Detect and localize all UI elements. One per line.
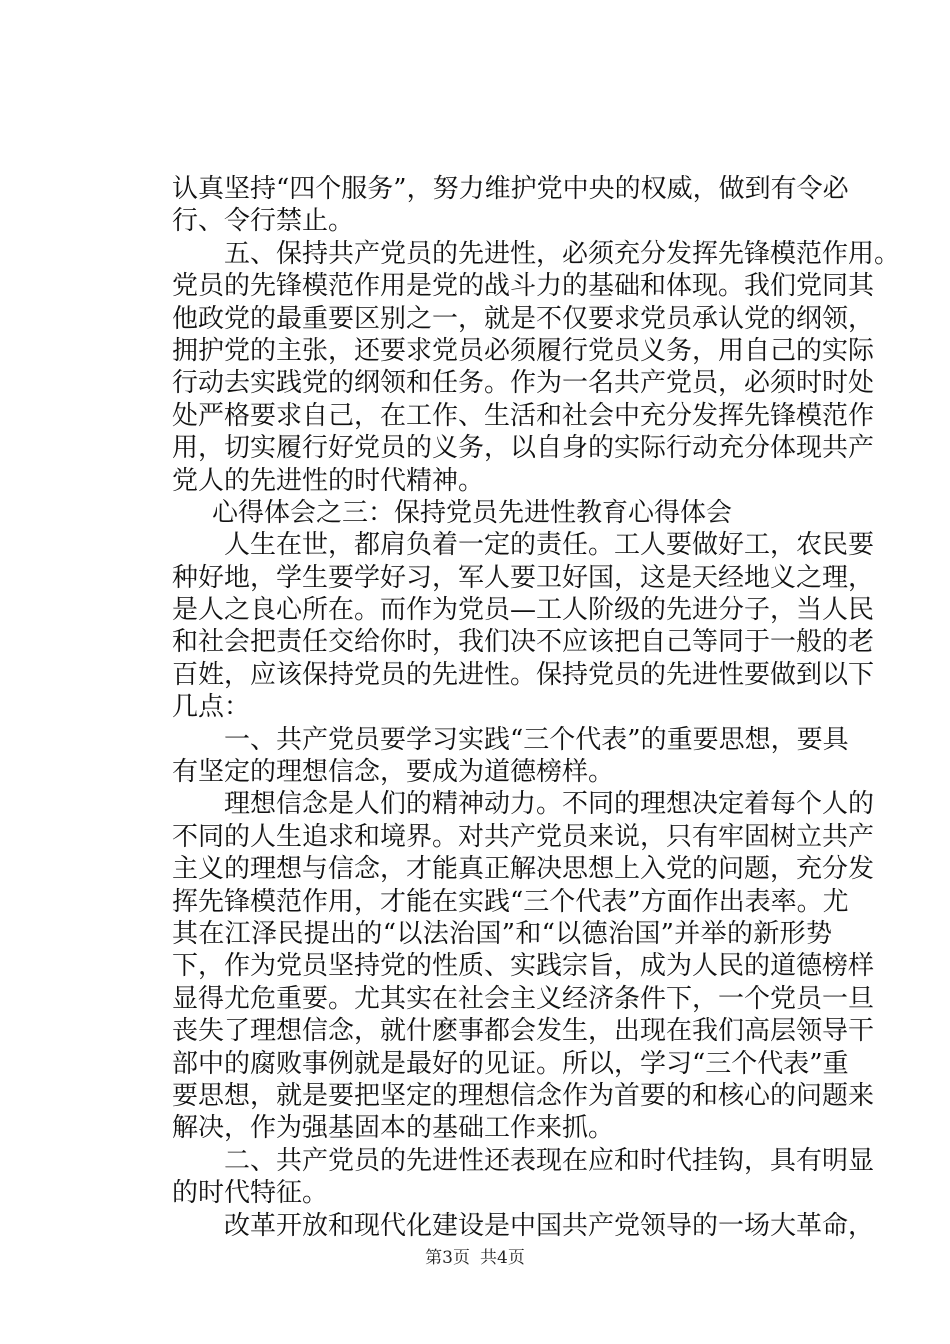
text-line: 要思想，就是要把坚定的理想信念作为首要的和核心的问题来 bbox=[172, 1080, 875, 1111]
text-line: 挥先锋模范作用，才能在实践“三个代表”方面作出表率。尤 bbox=[172, 886, 849, 917]
text-line: 人生在世，都肩负着一定的责任。工人要做好工，农民要 bbox=[224, 530, 875, 561]
text-line: 和社会把责任交给你时，我们决不应该把自己等同于一般的老 bbox=[172, 627, 875, 658]
text-line: 五、保持共产党员的先进性，必须充分发挥先锋模范作用。 bbox=[224, 238, 901, 269]
text-line: 解决，作为强基固本的基础工作来抓。 bbox=[172, 1113, 615, 1144]
text-line: 党员的先锋模范作用是党的战斗力的基础和体现。我们党同其 bbox=[172, 271, 875, 302]
text-line: 改革开放和现代化建设是中国共产党领导的一场大革命， bbox=[224, 1210, 875, 1241]
text-line: 部中的腐败事例就是最好的见证。所以，学习“三个代表”重 bbox=[172, 1048, 849, 1079]
text-line: 理想信念是人们的精神动力。不同的理想决定着每个人的 bbox=[224, 789, 875, 820]
text-line: 他政党的最重要区别之一，就是不仅要求党员承认党的纲领， bbox=[172, 303, 875, 334]
text-line: 百姓，应该保持党员的先进性。保持党员的先进性要做到以下 bbox=[172, 659, 875, 690]
text-line: 几点： bbox=[172, 692, 251, 723]
text-line: 不同的人生追求和境界。对共产党员来说，只有牢固树立共产 bbox=[172, 821, 875, 852]
text-line: 下，作为党员坚持党的性质、实践宗旨，成为人民的道德榜样 bbox=[172, 951, 875, 982]
page-footer bbox=[0, 1243, 950, 1268]
text-line: 一、共产党员要学习实践“三个代表”的重要思想，要具 bbox=[224, 724, 849, 755]
text-line: 处严格要求自己，在工作、生活和社会中充分发挥先锋模范作 bbox=[172, 400, 875, 431]
text-line: 拥护党的主张，还要求党员必须履行党员义务，用自己的实际 bbox=[172, 335, 875, 366]
text-line: 其在江泽民提出的“以法治国”和“以德治国”并举的新形势 bbox=[172, 918, 832, 949]
text-line: 行动去实践党的纲领和任务。作为一名共产党员，必须时时处 bbox=[172, 368, 875, 399]
text-line: 主义的理想与信念，才能真正解决思想上入党的问题，充分发 bbox=[172, 854, 875, 885]
text-line: 行、令行禁止。 bbox=[172, 206, 355, 237]
text-line: 丧失了理想信念，就什麽事都会发生，出现在我们高层领导干 bbox=[172, 1016, 875, 1047]
document-body bbox=[172, 173, 901, 1242]
text-line: 二、共产党员的先进性还表现在应和时代挂钩，具有明显 bbox=[224, 1145, 875, 1176]
section-heading: 心得体会之三：保持党员先进性教育心得体会 bbox=[212, 497, 733, 528]
page-number: 第3页 bbox=[425, 1248, 470, 1268]
text-line: 用，切实履行好党员的义务，以自身的实际行动充分体现共产 bbox=[172, 433, 875, 464]
text-line: 是人之良心所在。而作为党员—工人阶级的先进分子，当人民 bbox=[172, 595, 875, 626]
page-total: 共4页 bbox=[480, 1248, 525, 1268]
text-line: 种好地，学生要学好习，军人要卫好国，这是天经地义之理， bbox=[172, 562, 875, 593]
text-line: 党人的先进性的时代精神。 bbox=[172, 465, 485, 496]
text-line: 的时代特征。 bbox=[172, 1178, 329, 1209]
text-line: 有坚定的理想信念，要成为道德榜样。 bbox=[172, 757, 615, 788]
text-line: 显得尤危重要。尤其实在社会主义经济条件下，一个党员一旦 bbox=[172, 983, 875, 1014]
text-line: 认真坚持“四个服务”，努力维护党中央的权威，做到有令必 bbox=[172, 174, 849, 204]
